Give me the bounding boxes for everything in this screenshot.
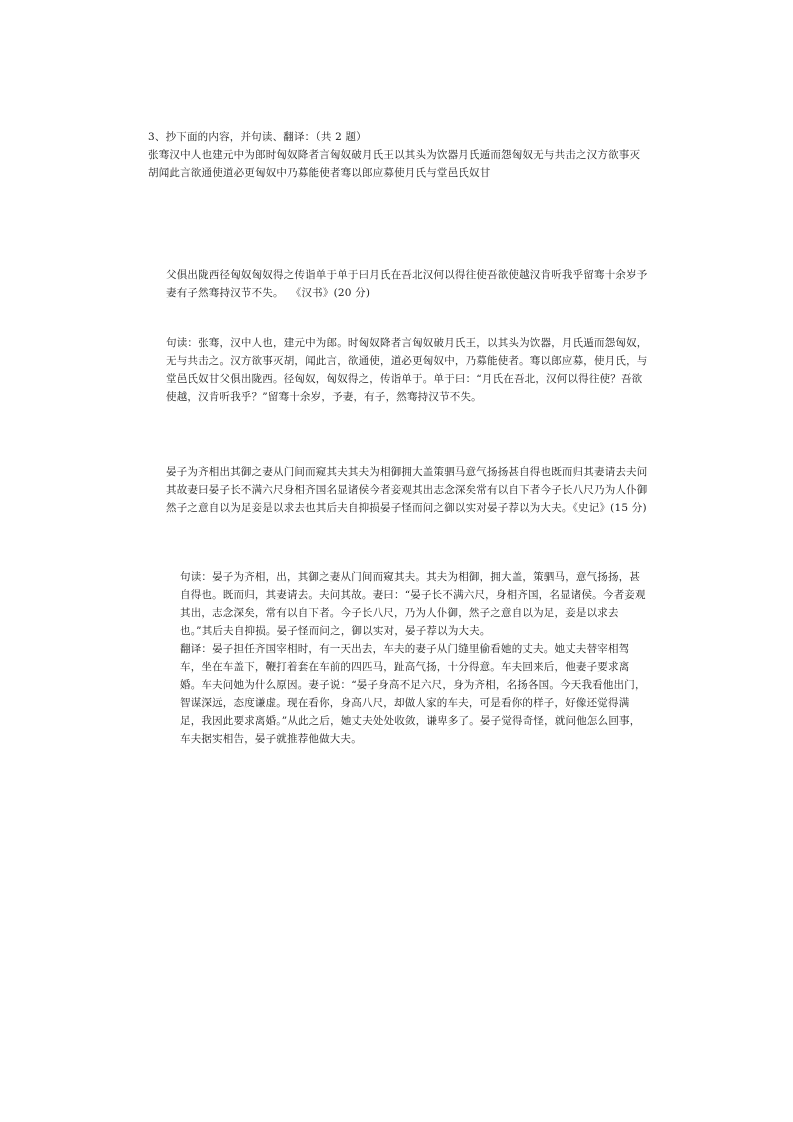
q2-answer <box>180 568 646 748</box>
q1-answer <box>166 334 648 406</box>
q2-passage <box>166 463 648 517</box>
question-heading <box>148 128 648 146</box>
q2-passage-body: 晏子为齐相出其御之妻从门间而窥其夫其夫为相御拥大盖策驷马意气扬扬甚自得也既而归其妻请去夫问其故妻曰晏子长不满六尺身相齐国名显诸侯今者妾观其出志念深矣常有以自下者今子长八尺乃为人仆御然子之意自以为足妾是以求去也其后夫自抑损晏子怪而问之御以实对晏子荐以为大夫。 <box>166 466 648 514</box>
q2-source: 《史记》(15 分) <box>572 502 647 514</box>
q1-passage-part1 <box>148 146 648 182</box>
question-heading-text: 3、抄下面的内容，并句读、翻译：（共 2 题） <box>148 131 367 143</box>
q1-answer-text: 句读：张骞，汉中人也，建元中为郎。时匈奴降者言匈奴破月氏王，以其头为饮器，月氏遁而怨匈奴，无与共击之。汉方欲事灭胡，闻此言，欲通使，道必更匈奴中，乃募能使者。骞以郎应募，使月氏，与堂邑氏奴甘父俱出陇西。径匈奴，匈奴得之，传诣单于。单于曰：“月氏在吾北，汉何以得往使？吾欲使越，汉肯听我乎？”留骞十余岁，予妻，有子，然骞持汉节不失。 <box>166 337 648 403</box>
q2-answer-punctuation: 句读：晏子为齐相，出，其御之妻从门间而窥其夫。其夫为相御，拥大盖，策驷马，意气扬扬，甚自得也。既而归，其妻请去。夫问其故。妻曰：“晏子长不满六尺，身相齐国，名显诸侯。今者妾观其出，志念深矣，常有以自下者。今子长八尺，乃为人仆御，然子之意自以为足，妾是以求去也。”其后夫自抑损。晏子怪而问之，御以实对，晏子荐以为大夫。 <box>180 571 646 637</box>
q2-passage-text <box>166 463 648 517</box>
q1-passage-part1-text: 张骞汉中人也建元中为郎时匈奴降者言匈奴破月氏王以其头为饮器月氏遁而怨匈奴无与共击之汉方欲事灭胡闻此言欲通使道必更匈奴中乃募能使者骞以郎应募使月氏与堂邑氏奴甘 <box>148 149 641 179</box>
q1-passage-part2-text <box>166 266 648 302</box>
q1-passage-part2 <box>166 266 648 302</box>
q1-source: 《汉书》(20 分) <box>290 287 371 299</box>
q2-answer-translation: 翻译：晏子担任齐国宰相时，有一天出去，车夫的妻子从门缝里偷看她的丈夫。她丈夫替宰相驾车，坐在车盖下，鞭打着套在车前的四匹马，趾高气扬，十分得意。车夫回来后，他妻子要求离婚。车夫问她为什么原因。妻子说：“晏子身高不足六尺，身为齐相，名扬各国。今天我看他出门，智谋深远，态度谦虚。现在看你，身高八尺，却做人家的车夫，可是看你的样子，好像还觉得满足，我因此要求离婚。”从此之后，她丈夫处处收敛，谦卑多了。晏子觉得奇怪，就问他怎么回事，车夫据实相告，晏子就推荐他做大夫。 <box>180 643 646 745</box>
q1-passage-part2-body: 父俱出陇西径匈奴匈奴得之传诣单于单于曰月氏在吾北汉何以得往使吾欲使越汉肯听我乎留骞十余岁予妻有子然骞持汉节不失。 <box>166 269 648 299</box>
